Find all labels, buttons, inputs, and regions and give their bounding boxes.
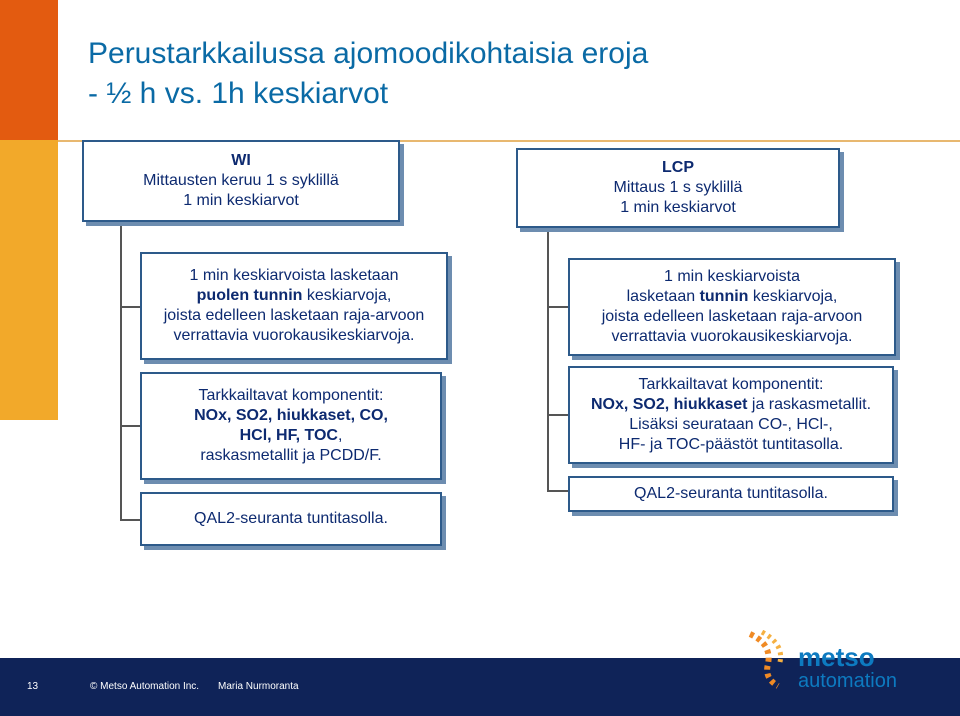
lcp-components-line-2-rest: ja raskasmetallit. xyxy=(747,396,872,413)
title-line-1: Perustarkkailussa ajomoodikohtaisia eroja xyxy=(88,37,649,70)
wi-header-line-3: 1 min keskiarvot xyxy=(183,192,299,209)
lcp-calculation-box xyxy=(568,258,896,356)
lcp-calc-bold: tunnin xyxy=(699,288,749,305)
wi-calc-line-2 xyxy=(197,286,392,306)
left-connector-vertical xyxy=(120,222,122,520)
right-connector-qal xyxy=(547,490,569,492)
lcp-components-bold: NOx, SO2, hiukkaset xyxy=(590,396,748,413)
slide-title xyxy=(88,34,648,114)
wi-components-line-1: Tarkkailtavat komponentit: xyxy=(198,387,384,404)
title-line-2: - ½ h vs. 1h keskiarvot xyxy=(88,77,389,110)
metso-logo-icon xyxy=(742,630,794,690)
wi-components-line-3 xyxy=(240,426,343,446)
lcp-components-line-1: Tarkkailtavat komponentit: xyxy=(638,376,824,393)
lcp-qal-text: QAL2-seuranta tuntitasolla. xyxy=(634,485,828,502)
accent-bar-orange xyxy=(0,0,58,140)
lcp-qal-box xyxy=(568,476,894,512)
lcp-calc-line-2 xyxy=(627,287,838,307)
lcp-calc-line-4: verrattavia vuorokausikeskiarvoja. xyxy=(611,328,853,345)
wi-components-line-4: raskasmetallit ja PCDD/F. xyxy=(200,447,382,464)
wi-components-box xyxy=(140,372,442,480)
right-connector-calc xyxy=(547,306,569,308)
wi-qal-box xyxy=(140,492,442,546)
left-connector-qal xyxy=(120,519,140,521)
copyright-text: © Metso Automation Inc. xyxy=(90,681,200,692)
wi-header-box xyxy=(82,140,400,222)
lcp-components-line-4: HF- ja TOC-päästöt tuntitasolla. xyxy=(618,436,844,453)
wi-calculation-box xyxy=(140,252,448,360)
wi-calc-line-4: verrattavia vuorokausikeskiarvoja. xyxy=(173,327,415,344)
wi-calc-line-3: joista edelleen lasketaan raja-arvoon xyxy=(163,307,425,324)
wi-components-line-2: NOx, SO2, hiukkaset, CO, xyxy=(194,407,388,424)
lcp-calc-line-2-pre: lasketaan xyxy=(626,288,700,305)
wi-calc-line-1: 1 min keskiarvoista lasketaan xyxy=(189,267,399,284)
presenter-name: Maria Nurmoranta xyxy=(218,681,299,692)
lcp-calc-line-1: 1 min keskiarvoista xyxy=(663,268,801,285)
lcp-components-line-3: Lisäksi seurataan CO-, HCl-, xyxy=(629,416,833,433)
logo-text-metso: metso xyxy=(798,642,875,672)
wi-components-bold-3: HCl, HF, TOC xyxy=(239,427,338,444)
wi-calc-line-2-rest: keskiarvoja, xyxy=(302,287,392,304)
right-connector-components xyxy=(547,414,569,416)
lcp-calc-line-2-rest: keskiarvoja, xyxy=(748,288,838,305)
left-connector-components xyxy=(120,425,140,427)
lcp-header-line-2: Mittaus 1 s syklillä xyxy=(613,179,743,196)
lcp-components-line-2 xyxy=(591,395,871,415)
wi-calc-bold: puolen tunnin xyxy=(196,287,303,304)
wi-qal-text: QAL2-seuranta tuntitasolla. xyxy=(194,510,388,527)
wi-header-line-2: Mittausten keruu 1 s syklillä xyxy=(143,172,339,189)
right-connector-vertical xyxy=(547,228,549,492)
left-connector-calc xyxy=(120,306,140,308)
lcp-components-box xyxy=(568,366,894,464)
lcp-calc-line-3: joista edelleen lasketaan raja-arvoon xyxy=(601,308,863,325)
page-number: 13 xyxy=(27,681,39,692)
accent-bar-yellow xyxy=(0,140,58,420)
lcp-header-line-3: 1 min keskiarvot xyxy=(620,199,736,216)
lcp-header-title: LCP xyxy=(662,159,694,176)
wi-header-title: WI xyxy=(231,152,251,169)
wi-components-line-3-rest: , xyxy=(337,427,343,444)
logo-text-automation: automation xyxy=(798,670,897,692)
lcp-header-box xyxy=(516,148,840,228)
